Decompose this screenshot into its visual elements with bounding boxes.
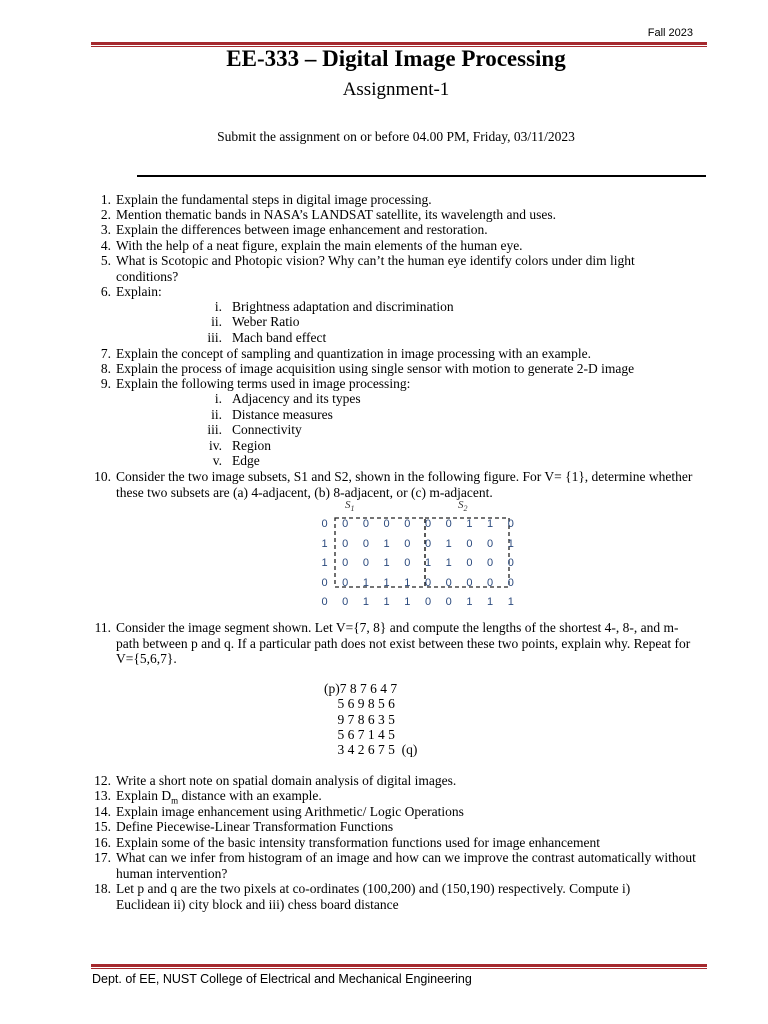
question-number: 18. xyxy=(94,881,111,896)
segment-row: 5 6 9 8 5 6 xyxy=(324,696,395,711)
s1-label: $S_1$ xyxy=(345,499,355,514)
grid-cell: 1 xyxy=(424,557,432,569)
grid-cell: 1 xyxy=(321,557,328,569)
segment-row: 5 6 7 1 4 5 xyxy=(324,727,395,742)
grid-cell: 0 xyxy=(362,518,369,530)
grid-cell: 0 xyxy=(424,576,432,589)
grid-cell: 0 xyxy=(507,518,514,530)
grid-cell: 0 xyxy=(507,557,514,569)
grid-cell: 1 xyxy=(404,596,411,608)
image-subsets-figure xyxy=(312,498,530,608)
roman-numeral: v. xyxy=(212,453,222,468)
question-text: Consider the image segment shown. Let V={7, 8} and compute the lengths of the shortest 4-, 8-, and m-path between p and q. If a particular path does not exist between these two points, explain why. Repeat for V={5,6,7}. xyxy=(116,620,691,666)
grid-cell: 0 xyxy=(362,557,369,569)
grid-cell: 0 xyxy=(507,576,514,589)
grid-cell: 0 xyxy=(487,537,494,550)
grid-cell: 0 xyxy=(445,576,452,589)
question-number: 17. xyxy=(94,850,111,865)
question-text: With the help of a neat figure, explain the main elements of the human eye. xyxy=(116,238,523,253)
question-number: 2. xyxy=(100,207,111,222)
question-text: What is Scotopic and Photopic vision? Why can’t the human eye identify colors under dim light conditions? xyxy=(116,253,635,284)
grid-cell: 0 xyxy=(445,596,452,608)
grid-cell: 1 xyxy=(404,576,411,589)
grid-cell: 0 xyxy=(466,576,473,589)
question-text: Explain some of the basic intensity transformation functions used for image enhancement xyxy=(116,835,600,850)
grid-cell: 0 xyxy=(342,518,349,530)
segment-row: (p)7 8 7 6 4 7 xyxy=(324,681,398,696)
grid-cell: 1 xyxy=(321,537,328,550)
grid-cell: 1 xyxy=(383,557,390,569)
question-number: 13. xyxy=(94,788,111,803)
sub-item-text: Distance measures xyxy=(232,407,333,422)
sub-item-text: Region xyxy=(232,438,271,453)
grid-cell: 0 xyxy=(321,596,328,608)
grid-cell: 1 xyxy=(487,596,494,608)
grid-cell: 0 xyxy=(487,557,494,569)
roman-numeral: i. xyxy=(214,299,222,314)
submission-deadline: Submit the assignment on or before 04.00 PM, Friday, 03/11/2023 xyxy=(217,129,575,144)
grid-cell: 0 xyxy=(321,576,328,589)
grid-cell: 0 xyxy=(362,537,369,550)
grid-cell: 0 xyxy=(404,518,411,530)
question-text: Explain the process of image acquisition using single sensor with motion to generate 2-D image xyxy=(116,361,635,376)
grid-cell: 1 xyxy=(445,537,452,550)
question-number: 8. xyxy=(100,361,111,376)
sub-item-text: Mach band effect xyxy=(232,330,327,345)
sub-item-text: Edge xyxy=(232,453,260,468)
assignment-subtitle: Assignment-1 xyxy=(342,79,450,100)
sub-item-text: Weber Ratio xyxy=(232,314,300,329)
grid-cell: 1 xyxy=(383,537,390,550)
question-number: 15. xyxy=(94,819,111,834)
grid-cell: 1 xyxy=(466,518,473,530)
s2-label: $S_2$ xyxy=(458,499,468,514)
grid-cell: 1 xyxy=(507,537,514,550)
grid-cell: 1 xyxy=(362,596,369,608)
question-number: 10. xyxy=(94,469,111,484)
grid-cell: 1 xyxy=(383,576,390,589)
grid-cell: 1 xyxy=(362,576,369,589)
grid-cell: 0 xyxy=(424,537,432,550)
question-number: 7. xyxy=(100,346,111,361)
header-rule xyxy=(91,42,707,45)
grid-cell: 0 xyxy=(342,576,349,589)
question-number: 5. xyxy=(100,253,111,268)
grid-cell: 0 xyxy=(466,557,473,569)
question-number: 12. xyxy=(94,773,111,788)
question-text: Define Piecewise-Linear Transformation Functions xyxy=(116,819,394,834)
roman-numeral: ii. xyxy=(211,407,222,422)
question-text: What can we infer from histogram of an image and how can we improve the contrast automatically without human intervention? xyxy=(116,850,696,881)
segment-row: 3 4 2 6 7 5 (q) xyxy=(324,742,418,757)
grid-cell: 0 xyxy=(342,557,349,569)
question-text: Mention thematic bands in NASA’s LANDSAT satellite, its wavelength and uses. xyxy=(116,207,556,222)
grid-cell: 0 xyxy=(321,518,328,530)
question-number: 1. xyxy=(100,192,111,207)
grid-cell: 1 xyxy=(466,596,473,608)
question-text: Explain the fundamental steps in digital image processing. xyxy=(116,192,432,207)
roman-numeral: ii. xyxy=(211,314,222,329)
roman-numeral: iv. xyxy=(209,438,222,453)
grid-cell: 0 xyxy=(487,576,494,589)
roman-numeral: iii. xyxy=(207,330,222,345)
sub-item-text: Connectivity xyxy=(232,422,302,437)
question-number: 16. xyxy=(94,835,111,850)
sub-item-text: Adjacency and its types xyxy=(232,391,361,406)
grid-cell: 0 xyxy=(466,537,473,550)
page-title: EE-333 – Digital Image Processing xyxy=(226,46,566,71)
grid-cell: 0 xyxy=(342,537,349,550)
question-text: Write a short note on spatial domain analysis of digital images. xyxy=(116,773,457,788)
question-number: 14. xyxy=(94,804,111,819)
question-text: Let p and q are the two pixels at co-ordinates (100,200) and (150,190) respectively. Compute i) Euclidean ii) city block and iii) chess board distance xyxy=(116,881,631,912)
footer-department: Dept. of EE, NUST College of Electrical and Mechanical Engineering xyxy=(92,972,472,986)
question-text: Consider the two image subsets, S1 and S2, shown in the following figure. For V= {1}, determine whether these two subsets are (a) 4-adjacent, (b) 8-adjacent, or (c) m-adjacent. xyxy=(116,469,693,500)
term-label: Fall 2023 xyxy=(647,27,693,39)
question-text: Explain the concept of sampling and quantization in image processing with an example. xyxy=(116,346,591,361)
grid-cell: 0 xyxy=(383,518,390,530)
question-number: 9. xyxy=(100,376,111,391)
footer-rule xyxy=(91,964,707,967)
grid-cell: 0 xyxy=(404,537,411,550)
grid-cell: 0 xyxy=(445,518,452,530)
section-divider xyxy=(137,175,706,177)
grid-cell: 0 xyxy=(424,596,432,608)
question-number: 6. xyxy=(100,284,111,299)
segment-row: 9 7 8 6 3 5 xyxy=(324,712,395,727)
question-text: Explain: xyxy=(116,284,162,299)
subset-boundaries xyxy=(312,498,530,608)
sub-item-text: Brightness adaptation and discrimination xyxy=(232,299,454,314)
question-number: 4. xyxy=(100,238,111,253)
roman-numeral: iii. xyxy=(207,422,222,437)
grid-cell: 0 xyxy=(404,557,411,569)
grid-cell: 1 xyxy=(487,518,494,530)
roman-numeral: i. xyxy=(214,391,222,406)
question-text: Explain the following terms used in image processing: xyxy=(116,376,411,391)
question-text: Explain the differences between image enhancement and restoration. xyxy=(116,222,488,237)
question-number: 3. xyxy=(100,222,111,237)
question-text: Explain image enhancement using Arithmetic/ Logic Operations xyxy=(116,804,464,819)
grid-cell: 1 xyxy=(507,596,514,608)
grid-cell: 1 xyxy=(445,557,452,569)
grid-cell: 0 xyxy=(424,518,432,530)
question-number: 11. xyxy=(94,620,111,635)
question-text: Explain $D_m$ distance with an example. xyxy=(116,788,322,806)
footer-rule-thin xyxy=(91,968,707,969)
grid-cell: 0 xyxy=(342,596,349,608)
grid-cell: 1 xyxy=(383,596,390,608)
